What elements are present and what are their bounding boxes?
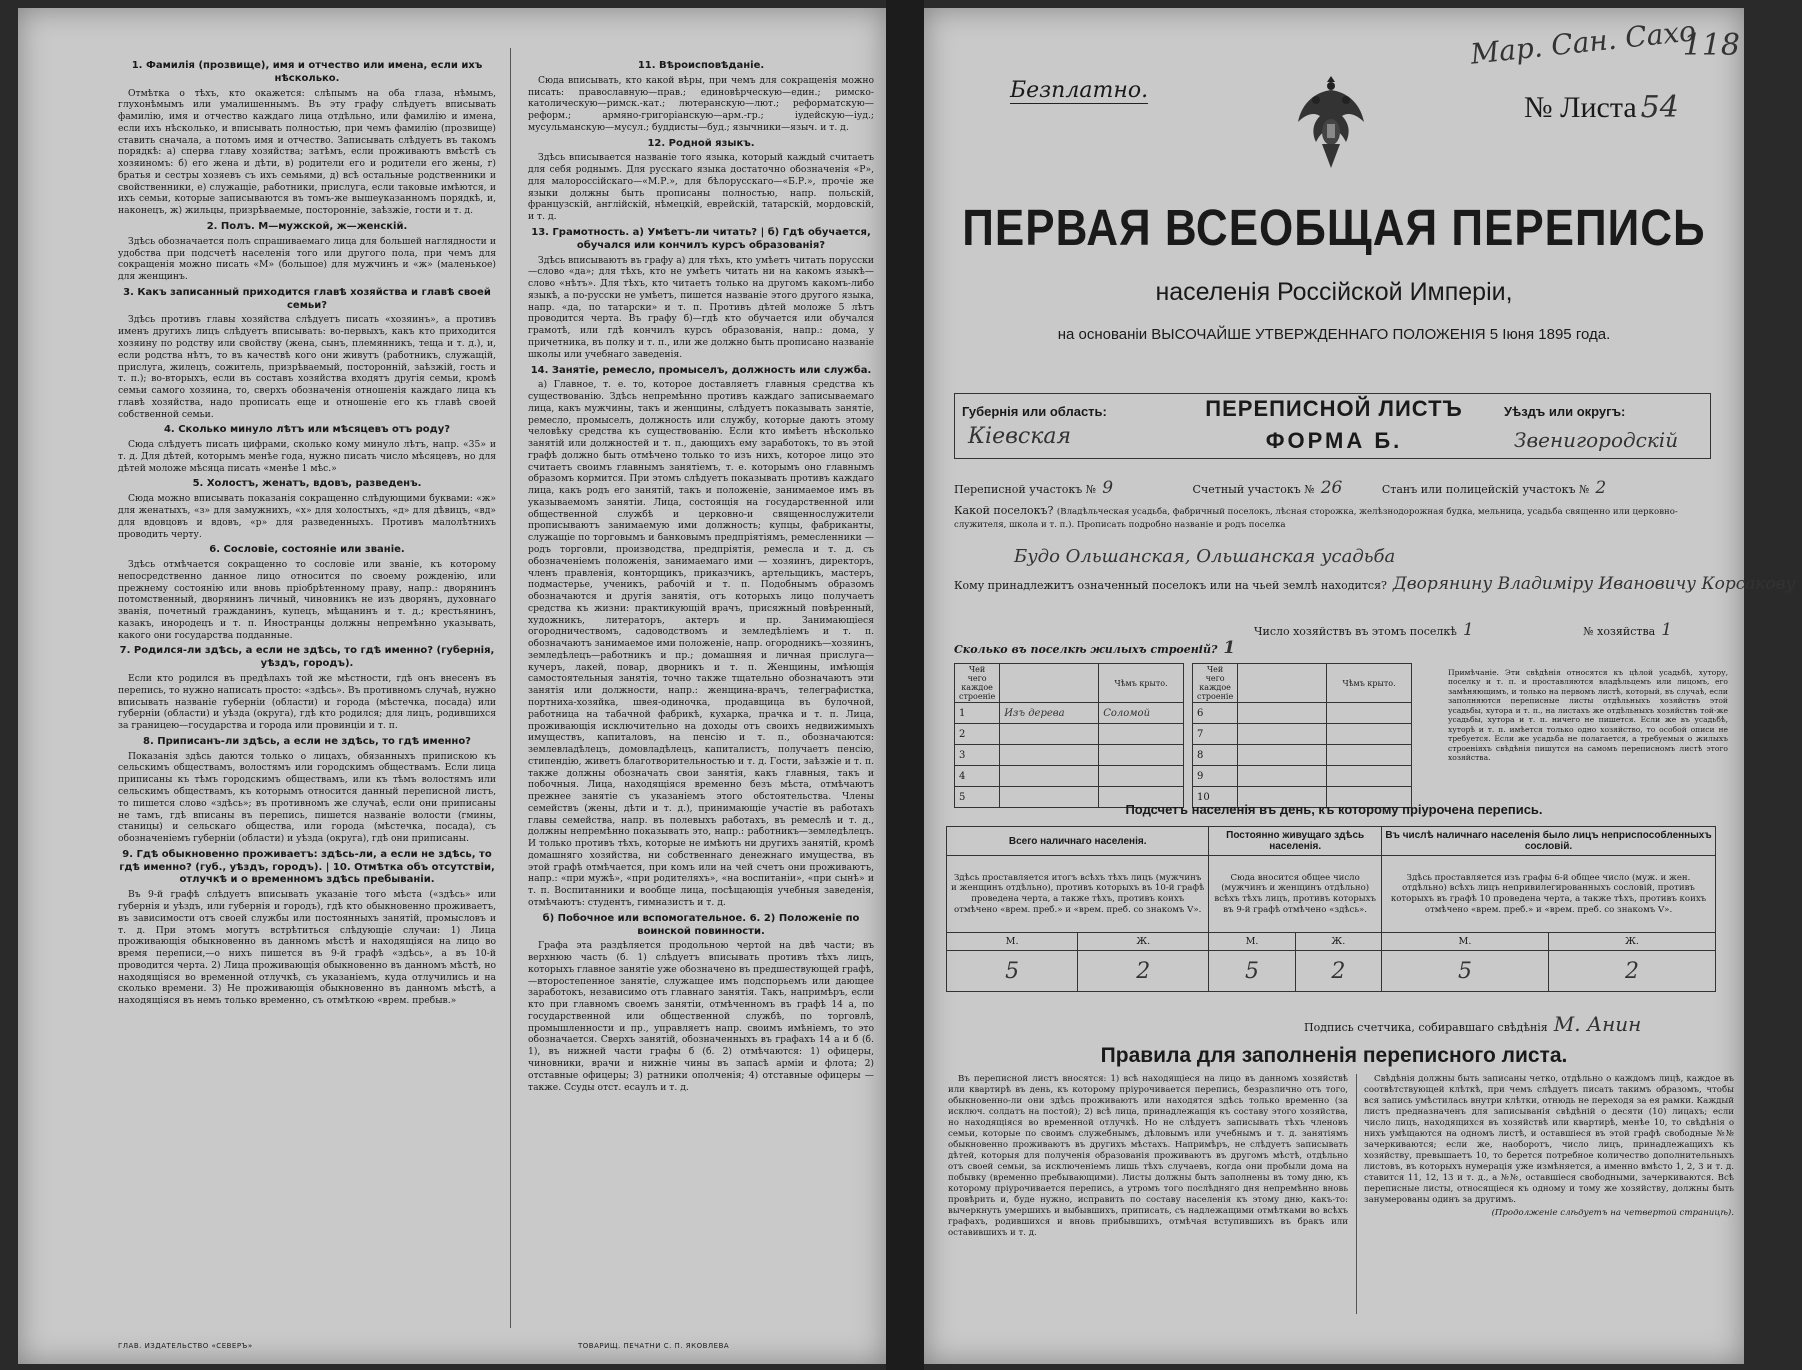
left-page: [18, 8, 886, 1364]
section-heading: 7. Родился-ли здѣсь, а если не здѣсь, то гдѣ именно? (губернія, уѣздъ, городъ).: [119, 645, 495, 670]
printer-imprint-left: ГЛАВ. ИЗДАТЕЛЬСТВО «СЕВЕРЪ»: [118, 1342, 253, 1350]
section-text: Въ 9-й графѣ слѣдуетъ вписывать указаніе того мѣста («здѣсь» или губернія и уѣздъ, или губернія и городъ), гдѣ кто обыкновенно проживаетъ, въ зависимости отъ своей службы или постоянныхъ занятій, промысловъ и т. д. При этомъ могутъ встрѣтиться слѣдующіе случаи: 1) Лица проживающія обыкновенно въ данномъ мѣстѣ и находящіяся на лицо во время переписи,—о нихъ пишется въ 9-й графѣ «здѣсь», а въ 10-й проводится черта. 2) Лица проживающія обыкновенно въ данномъ мѣстѣ, но находящіяся во временной отлучкѣ, съ указаніемъ, куда отлучились и на сколько времени. 3) Не проживающія обыкновенно въ данномъ мѣстѣ, а находящіяся въ немъ только временно, съ отмѣткою «врем. пребыв.»: [118, 889, 496, 1007]
col-f-label: Ж.: [1078, 933, 1209, 951]
col-m-label: М.: [947, 933, 1078, 951]
census-title: ПЕРВАЯ ВСЕОБЩАЯ ПЕРЕПИСЬ: [962, 200, 1706, 257]
building-roof: [1327, 724, 1412, 745]
settlement-instructions: (Владѣльческая усадьба, фабричный поселокъ, лѣсная сторожка, желѣзнодорожная будка, мельница, усадьба священно или церковно-служителя, школа и т. п.). Прописать подробно названіе и родъ поселка: [954, 507, 1678, 530]
buildings-header-roof-2: Чѣмъ крыто.: [1327, 664, 1412, 703]
police-district-label: Станъ или полицейскій участокъ №: [1381, 483, 1590, 496]
settlement-value: Будо Ольшанская, Ольшанская усадьба: [1014, 546, 1396, 567]
building-n: 5: [955, 787, 1000, 808]
section-heading: 6. Сословіе, состояніе или званіе.: [209, 544, 405, 556]
total-present-male: 5: [947, 951, 1078, 992]
building-row: [955, 724, 1184, 745]
population-count-title: Подсчетъ населенія въ день, къ которому пріурочена перепись.: [1125, 802, 1543, 817]
permanent-female: 2: [1295, 951, 1381, 992]
form-type: ФОРМА Б.: [1265, 428, 1403, 453]
household-number-label: № хозяйства: [1583, 625, 1656, 638]
free-of-charge-label: Безплатно.: [1010, 78, 1149, 103]
permanent-residents-desc: Сюда вносится общее число (мужчинъ и женщинъ отдѣльно) всѣхъ тѣхъ лицъ, противъ которыхъ въ 9-й графѣ отмѣчено «здѣсь».: [1209, 856, 1382, 933]
population-count-table: [946, 826, 1716, 992]
building-row: [955, 745, 1184, 766]
section-text: Здѣсь обозначается полъ спрашиваемаго лица для большей наглядности и удобства при подсчетѣ населенія того или другого пола, при чемъ для сокращенія можно писать «М» (большое) для мужчинъ и «ж» (маленькое) для женщинъ.: [118, 235, 496, 283]
buildings-header-no-2: Чей чего каждое строеніе: [1193, 664, 1238, 703]
province-label: Губернія или область:: [962, 404, 1107, 419]
building-row: [1193, 766, 1412, 787]
section-text: Здѣсь противъ главы хозяйства слѣдуетъ писать «хозяинъ», а противъ именъ другихъ лицъ слѣдуетъ вписывать: во-первыхъ, какъ кто приходится хозяину по родству или свойству (жена, сынъ, племянникъ, теща и т. д.), и, если родства нѣтъ, то въ качествѣ кого они живутъ (работникъ, служащій, прислуга, жилецъ, сожитель, призрѣваемый, посторонній, заѣзжій, гость и т. п.); во-вторыхъ, если въ составъ хозяйства входятъ другія семьи, кромѣ семьи самого хозяина, то, сверхъ обозначенія отношенія каждаго лица къ главѣ хозяйства, надо прописать еще и отношеніе его къ главѣ своей собственной семьи.: [118, 314, 496, 420]
building-row: [1193, 745, 1412, 766]
census-district-label: Переписной участокъ №: [954, 483, 1097, 496]
section-text: Здѣсь вписываютъ въ графу а) для тѣхъ, кто умѣетъ читать порусски—слово «да»; для тѣхъ, кто не умѣетъ читать ни на какомъ языкѣ—слово «нѣтъ». Для тѣхъ, кто читаетъ только на другомъ какомъ-либо языкѣ, а по-русски не умѣетъ, пишется названіе этого другого языка, напр. «да, по татарски» и т. п. Противъ дѣтей моложе 5 лѣтъ проводится черта. Въ графу б)—гдѣ кто обучается или обучался грамотѣ, или гдѣ кончилъ курсъ образованія, напр.: дома, у причетника, въ полку и т. п., или же должно быть прописано названіе школы или учебнаго заведенія.: [528, 254, 874, 360]
total-present-desc: Здѣсь проставляется итогъ всѣхъ тѣхъ лицъ (мужчинъ и женщинъ отдѣльно), противъ которыхъ въ 10-й графѣ проведена черта, а также тѣхъ, противъ коихъ отмѣчено «врем. преб.» и «врем. преб. со знакомъ V».: [947, 856, 1209, 933]
district-label: Уѣздъ или округъ:: [1504, 404, 1626, 419]
building-n: 7: [1193, 724, 1238, 745]
instructions-column-1: [118, 56, 496, 1344]
building-n: 4: [955, 766, 1000, 787]
owner-row: [954, 574, 1802, 594]
section-heading: 5. Холостъ, женатъ, вдовъ, разведенъ.: [192, 478, 422, 490]
building-wall: [1000, 745, 1099, 766]
section-text: Здѣсь вписывается названіе того языка, который каждый считаетъ для себя роднымъ. Для русскаго языка достаточно обозначенія «Р», для малороссійскаго—«М.Р.», для бѣлорусскаго—«Б.Р.», прочіе же языки должны быть прописаны полностью, напр. польскій, французскій, англійскій, нѣмецкій, еврейскій, татарскій, мордовскій, и т. д.: [528, 152, 874, 223]
permanent-residents-header: Постоянно живущаго здѣсь населенія.: [1209, 827, 1382, 856]
sheet-number-value: 54: [1640, 90, 1679, 125]
permanent-male: 5: [1209, 951, 1295, 992]
buildings-table-1-5: [954, 663, 1184, 808]
rules-column-2: [1364, 1074, 1734, 1324]
building-n: 1: [955, 703, 1000, 724]
section-heading: 1. Фамилія (прозвище), имя и отчество или имена, если ихъ нѣсколько.: [131, 60, 483, 84]
archival-sheet-number: 118: [1682, 28, 1740, 63]
dwellings-count-label: Сколько въ поселкѣ жилыхъ строеній?: [954, 643, 1218, 656]
building-wall: [1238, 766, 1327, 787]
owner-label: Кому принадлежитъ означенный поселокъ или на чьей землѣ находится?: [954, 579, 1387, 592]
district-value: Звенигородскій: [1514, 428, 1679, 452]
rules-text-2: Свѣдѣнія должны быть записаны четко, отдѣльно о каждомъ лицѣ, каждое въ соотвѣтствующей клѣткѣ, при чемъ слѣдуетъ писать такимъ образомъ, чтобы вся запись умѣстилась внутри клѣтки, отнюдь не переходя за ея рамки. Каждый листъ предназначенъ для записыванія свѣдѣній о десяти (10) лицахъ; если число лицъ, находящихся въ хозяйствѣ или квартирѣ, менѣе 10, то свѣдѣнія о нихъ умѣщаются на одномъ листѣ, и оставшіеся въ этой графѣ свободные №№ зачеркиваются; если же, наоборотъ, число лицъ, принадлежащихъ къ хозяйству, превышаетъ 10, то берется потребное количество дополнительныхъ листовъ, въ которыхъ нумерація уже измѣняется, а именно вмѣсто 1, 2, 3 и т. д. ставится 11, 12, 13 и т. д., а №№, оставшіеся свободными, зачеркиваются. Всѣ переписные листы, относящіеся къ одному и тому же хозяйству, должны быть занумерованы одинъ за другимъ.: [1364, 1074, 1734, 1205]
census-decree-line: на основаніи ВЫСОЧАЙШЕ УТВЕРЖДЕННАГО ПОЛОЖЕНІЯ 5 Іюня 1895 года.: [1057, 326, 1611, 343]
rules-divider: [1356, 1074, 1357, 1314]
building-wall: [1000, 766, 1099, 787]
buildings-table-6-10: [1192, 663, 1412, 808]
section-heading: 13. Грамотность. а) Умѣетъ-ли читать? | б) Гдѣ обучается, обучался или кончилъ курсъ образованія?: [531, 227, 871, 251]
rules-continuation: (Продолженіе слѣдуетъ на четвертой страницѣ).: [1491, 1208, 1734, 1218]
owner-value: Дворянину Владиміру Ивановичу Корсакову: [1392, 574, 1796, 594]
col-m-label: М.: [1382, 933, 1549, 951]
census-subtitle: населенія Россійской Имперіи,: [1155, 278, 1513, 306]
rules-title: Правила для заполненія переписного листа.: [1100, 1044, 1568, 1067]
precinct-row: [954, 478, 1612, 498]
section-heading: 2. Полъ. М—мужской, ж—женскій.: [206, 221, 408, 233]
book-gutter: [886, 0, 924, 1370]
section-heading: 9. Гдѣ обыкновенно проживаетъ: здѣсь-ли, а если не здѣсь, то гдѣ именно? (губ., уѣздъ, городъ). | 10. Отмѣтка объ отсутствіи, отлучкѣ и о временномъ здѣсь пребываніи.: [119, 848, 495, 886]
building-n: 9: [1193, 766, 1238, 787]
settlement-label: Какой поселокъ?: [954, 504, 1054, 517]
household-number-value: 1: [1661, 620, 1673, 640]
building-wall: [1000, 724, 1099, 745]
section-text: Здѣсь отмѣчается сокращенно то сословіе или званіе, къ которому непосредственно данное лицо относится по своему рожденію, или прежнему состоянію или вновь пріобрѣтенному праву, напр.: дворянинъ потомственный, дворянинъ личный, чиновникъ не изъ дворянъ, духовнаго званія, почетный гражданинъ, купецъ, мѣщанинъ и т. д.; крестьянинъ, казакъ, инородецъ и т. п. Иностранцы должны непремѣнно указывать, какого они государства подданные.: [118, 559, 496, 641]
section-heading: 14. Занятіе, ремесло, промыселъ, должность или служба.: [530, 364, 872, 376]
non-privileged-male: 5: [1382, 951, 1549, 992]
printer-imprint-right: ТОВАРИЩ. ПЕЧАТНИ С. П. ЯКОВЛЕВА: [578, 1342, 730, 1350]
building-row: [1193, 703, 1412, 724]
counting-district-value: 26: [1320, 478, 1343, 498]
building-wall: [1238, 745, 1327, 766]
province-value: Кіевская: [968, 424, 1072, 449]
dwellings-row: [954, 638, 1241, 658]
sheet-number-label: № Листа: [1524, 91, 1637, 124]
total-present-header: Всего наличнаго населенія.: [947, 827, 1209, 856]
buildings-header-no: Чей чего каждое строеніе: [955, 664, 1000, 703]
settlement-row: [954, 504, 1724, 530]
signature-label: Подпись счетчика, собиравшаго свѣдѣнія: [1304, 1021, 1548, 1034]
building-wall: Изъ дерева: [1000, 703, 1099, 724]
building-n: 10: [1193, 787, 1238, 808]
section-text: а) Главное, т. е. то, которое доставляетъ главныя средства къ существованію. Здѣсь непремѣнно противъ каждаго записываемаго лица, какъ мужчины, такъ и женщины, слѣдуетъ показывать занятіе, ремесло, промыселъ, должность или службу, которые даютъ этому человѣку средства къ существованію. Если кто имѣетъ нѣсколько занятій или должностей и т. п., дающихъ ему заработокъ, то въ этой графѣ должно быть отмѣчено только то изъ нихъ, которое лицо это считаетъ своимъ главнымъ занятіемъ, т. е. которымъ оно главнымъ образомъ кормится. При этомъ слѣдуетъ показывать противъ каждаго лица, какъ родъ его занятій, такъ и положеніе, занимаемое имъ въ указываемомъ занятіи. Лица, состоящія на государственной или общественной службѣ и церковно-и священнослужители прописываютъ занимаемую ими должность; купцы, фабриканты, служащіе по торговымъ и банковымъ предпріятіямъ, ремесленники — родъ торговли, производства, предпріятія, ремесла и т. д. съ обозначеніемъ положенія, занимаемаго ими — хозяинъ, директоръ, членъ правленія, конторщикъ, приказчикъ, артельщикъ, мастеръ, подмастерье, ученикъ, рабочій и т. п. Подобнымъ образомъ обозначаются и другія занятія, отъ которыхъ лицо получаетъ средства къ жизни: практикующій врачъ, присяжный повѣренный, художникъ, литераторъ, актеръ и пр. Занимающіеся огородничествомъ, садоводствомъ и земледѣліемъ и т. п. обозначаютъ занимаемое ими положеніе, напр. огородникъ—хозяинъ, земледѣлецъ—работникъ и пр.; домашняя и личная прислуга—кучеръ, лакей, повар, дворникъ и т. п. Женщины, имѣющія самостоятельныя занятія, точно также тщательно обозначаютъ эти занятія или должности, напр.: женщина-врачъ, телеграфистка, портниха-хозяйка, швея-одиночка, продавщица въ булочной, работница на табачной фабрикѣ, кухарка, прачка и т. п. Лица, проживающія исключительно на доходы отъ своихъ недвижимыхъ имуществъ, капиталовъ, на пенсію и т. п., обозначаются: землевладѣлецъ, домовладѣлецъ, капиталистъ, получаетъ пенсію, стипендію, живетъ благотворительностью и т. д. Гости, заѣзжіе и т. п. также должны обозначать свои занятія, какъ главныя, такъ и побочныя. Лица, находящіяся временно безъ мѣста, отмѣчаютъ прежнее занятіе съ указаніемъ этого обстоятельства. Члены семействъ (жены, дѣти и т. д.), принимающіе участіе въ работахъ главы семейства, напр. въ полевыхъ работахъ, въ ремеслѣ и т. д., должны непремѣнно показывать это, напр.: работникъ—земледѣлецъ. И только противъ тѣхъ, которые не имѣютъ ни другихъ занятій, кромѣ домашняго хозяйства, ни собственнаго денежнаго имущества, въ этой графѣ отмѣчается, при комъ или на чей счетъ они проживаютъ, напр.: «при мужѣ», «при родителяхъ», «на воспитаніи», «при сынѣ» и т. п. Воспитанники и вообще лица, посѣщающія учебныя заведенія, отмѣчаютъ: студентъ, гимназистъ и т. д.: [528, 379, 874, 908]
section-heading: 3. Какъ записанный приходится главѣ хозяйства и главѣ своей семьи?: [123, 286, 491, 311]
double-headed-eagle-emblem-icon: [1294, 72, 1368, 172]
households-count-label: Число хозяйствъ въ этомъ поселкѣ: [1254, 625, 1457, 638]
households-count-value: 1: [1462, 620, 1474, 640]
enumerator-signature: [1304, 1012, 1641, 1036]
signature-value: М. Анин: [1553, 1012, 1642, 1036]
section-heading: 12. Родной языкъ.: [647, 137, 755, 149]
section-heading: 4. Сколько минуло лѣтъ или мѣсяцевъ отъ роду?: [163, 424, 451, 436]
building-n: 3: [955, 745, 1000, 766]
rules-text-1: Въ переписной листъ вносятся: 1) всѣ находящіеся на лицо въ данномъ хозяйствѣ или квартирѣ въ день, къ которому пріурочивается перепись, безразлично отъ того, обыкновенно-ли они здѣсь проживаютъ или находятся здѣсь только временно (за исключ. солдатъ на постой); 2) всѣ лица, принадлежащія къ составу этого хозяйства, но находящіяся во временной отлучкѣ. Но не слѣдуетъ записывать тѣхъ членовъ семьи, которые по своимъ служебнымъ, дѣловымъ или учебнымъ и т. д. занятіямъ обыкновенно проживаютъ въ другихъ мѣстахъ. Напримѣръ, не слѣдуетъ записывать дѣтей, которыя для полученія образованія проживаютъ въ другомъ мѣстѣ, отдѣльно отъ своей семьи, за исключеніемъ лишь тѣхъ случаевъ, когда они пробыли дома на побывку (временно пребывающими). Листы должны быть заполнены въ тому дню, къ которому пріурочивается перепись, а утромъ того послѣдняго дня непремѣнно вновь провѣрить и, буде нужно, исправить по составу населенія къ этому дню, какъ-то: вычеркнуть умершихъ и выбывшихъ, приписать, съ надлежащими отмѣтками во всѣхъ графахъ, родившихся и вновь прибывшихъ, отмѣчая вступившихъ въ бракъ или оставившихъ и т. д.: [948, 1074, 1348, 1238]
section-text: Сюда можно вписывать показанія сокращенно слѣдующими буквами: «ж» для женатыхъ, «з» для замужнихъ, «х» для холостыхъ, «д» для дѣвицъ, «вд» для вдовцовъ и вдовъ, «р» для разведенныхъ. Противъ малолѣтнихъ проводить черту.: [118, 493, 496, 540]
buildings-note: Примѣчаніе. Эти свѣдѣнія относятся къ цѣлой усадьбѣ, хутору, поселку и т. п. и проставляются владѣльцемъ или лицомъ, его замѣняющимъ, и только на первомъ листѣ, который, въ случаѣ, если заполняются переписные листы отдѣльныхъ хозяйствъ этой усадьбы, хутора и т. п., на листахъ же отдѣльныхъ хозяйствъ той-же усадьбы, хутора и т. п. ничего не пишется. Если же въ усадьбѣ, хуторѣ и т. п. имѣется только одно хозяйство, то особой описи не требуется. Если же усадьба не полагается, а требуемыя о жилыхъ строеніяхъ свѣдѣнія пишутся на самомъ переписномъ листѣ этого хозяйства.: [1448, 668, 1728, 763]
building-roof: [1099, 745, 1184, 766]
archival-note: Мар. Сан. Сахо: [1468, 14, 1698, 71]
section-text: Если кто родился въ предѣлахъ той же мѣстности, гдѣ онъ внесенъ въ перепись, то нужно написать просто: «здѣсь». Въ противномъ случаѣ, нужно вписывать названіе губерніи (области) и города (мѣстечка, посада) или губерніи (области) и уѣзда (округа), гдѣ кто родился; для лицъ, родившихся за границею—государства и города или провинціи и т. п.: [118, 673, 496, 732]
non-privileged-female: 2: [1548, 951, 1715, 992]
building-roof: [1327, 703, 1412, 724]
sheet-number: [1524, 90, 1679, 125]
column-divider: [510, 48, 511, 1328]
section-heading: 8. Приписанъ-ли здѣсь, а если не здѣсь, то гдѣ именно?: [143, 735, 471, 747]
building-wall: [1238, 703, 1327, 724]
census-district-value: 9: [1102, 478, 1114, 498]
census-form-page: [924, 8, 1796, 1364]
total-present-female: 2: [1078, 951, 1209, 992]
col-f-label: Ж.: [1295, 933, 1381, 951]
dwellings-count-value: 1: [1223, 638, 1236, 658]
col-f-label: Ж.: [1548, 933, 1715, 951]
counting-district-label: Счетный участокъ №: [1192, 483, 1315, 496]
section-text: Показанія здѣсь даются только о лицахъ, обязанныхъ припискою къ сельскимъ обществамъ, волостямъ или городскимъ обществамъ. Если лица приписаны къ тѣмъ городскимъ обществамъ, или къ тѣмъ волостямъ или сельскимъ обществамъ, къ которымъ относится данный переписной листъ, то пишется слово «здѣсь»; въ противномъ же случаѣ, если они приписаны не тамъ, гдѣ вписаны въ перепись, пишется названіе волости (гмины, станицы) и сельскаго общества, или города (мѣстечка, посада), съ обозначеніемъ губерніи (области) и уѣзда (округа), гдѣ они приписаны.: [118, 750, 496, 845]
section-text: Сюда вписывать, кто какой вѣры, при чемъ для сокращенія можно писать: православную—прав.; единовѣрческую—един.; римско-католическую—римск.-кат.; лютеранскую—лют.; реформатскую—реформ.; армяно-григоріанскую—арм.-гр.; іудейскую—іуд.; мусульманскую—мусул.; буддисты—буд.; язычники—языч. и т. д.: [528, 74, 874, 133]
building-roof: [1099, 766, 1184, 787]
building-roof: [1327, 745, 1412, 766]
building-roof: [1099, 724, 1184, 745]
section-text: Графа эта раздѣляется продольною чертой на двѣ части; въ верхнюю часть (б. 1) слѣдуетъ вписывать противъ тѣхъ лицъ, которыхъ главное занятіе уже обозначено въ предшествующей графѣ,—второстепенное занятіе, служащее имъ подспорьемъ или дающее заработокъ, независимо отъ главнаго занятія. Такъ, напримѣръ, если кто при главномъ своемъ занятіи, отмѣченномъ въ графѣ 14 а, по государственной или общественной службѣ, по торговлѣ, промышленности и пр., управляетъ напр. своимъ имѣніемъ, то это обозначается. Сверхъ занятій, обозначенныхъ въ графахъ 14 а и б (б. 1), въ нижней части графы б (б. 2) отмѣчаются: 1) офицеры, чиновники, врачи и нижніе чины въ запасѣ армiи и флота; 2) отставные офицеры; 3) ратники ополченія; 4) отставные офицеры — также. Ссуды отст. есаулъ и т. д.: [528, 940, 874, 1093]
building-n: 6: [1193, 703, 1238, 724]
non-privileged-desc: Здѣсь проставляется изъ графы 6-й общее число (муж. и жен. отдѣльно) всѣхъ лицъ непривилегированныхъ сословій, противъ которыхъ въ графѣ 10 проведена черта, а также тѣхъ, противъ коихъ отмѣчено «врем. преб.» и «врем. преб. со знакомъ V».: [1382, 856, 1716, 933]
section-text: Отмѣтка о тѣхъ, кто окажется: слѣпымъ на оба глаза, нѣмымъ, глухонѣмымъ или умалишеннымъ. Въ эту графу слѣдуетъ вписывать фамилію, имя и отчество каждаго лица отдѣльно, или фамилію и имена, если ихъ нѣсколько, и вписывать полностью, при чемъ фамилію (прозвище) ставить сначала, а потомъ имя и отчество. Записывать слѣдуетъ въ такомъ порядкѣ: а) сперва главу хозяйства; затѣмъ, если проживаютъ вмѣстѣ съ хозяиномъ: б) его жена и дѣти, в) родители его и родители его жены, г) братья и сестры хозяевъ съ ихъ семьями, д) всѣ остальные родственники и свойственники, е) служащіе, работники, прислуга, если таковые имѣются, и ихъ семьи, которые записываются въ томъ-же вышеуказанномъ порядкѣ, и, наконецъ, ж) жильцы, призрѣваемые, посторонніе, заѣзжіе, гости и т. д.: [118, 87, 496, 217]
building-roof: [1327, 766, 1412, 787]
building-n: 2: [955, 724, 1000, 745]
non-privileged-header: Въ числѣ наличнаго населенія было лицъ неприспособленныхъ сословій.: [1382, 827, 1716, 856]
households-row: [1254, 620, 1678, 640]
buildings-header-roof: Чѣмъ крыто.: [1099, 664, 1184, 703]
building-wall: [1238, 724, 1327, 745]
instructions-column-2: [528, 56, 874, 1344]
building-row: [955, 766, 1184, 787]
col-m-label: М.: [1209, 933, 1295, 951]
building-roof: Соломой: [1099, 703, 1184, 724]
section-heading: б) Побочное или вспомогательное. 6. 2) Положеніе по воинской повинности.: [542, 912, 860, 937]
police-district-value: 2: [1595, 478, 1607, 498]
building-row: [1193, 724, 1412, 745]
section-text: Сюда слѣдуетъ писать цифрами, сколько кому минуло лѣтъ, напр. «35» и т. д. Для дѣтей, которымъ менѣе года, нужно писать число мѣсяцевъ, но для дѣтей моложе мѣсяца писать «менѣе 1 мѣс.»: [118, 439, 496, 474]
form-title: ПЕРЕПИСНОЙ ЛИСТЪ: [1205, 396, 1463, 421]
section-heading: 11. Вѣроисповѣданіе.: [637, 60, 765, 71]
building-row: [955, 703, 1184, 724]
building-n: 8: [1193, 745, 1238, 766]
rules-column-1: [948, 1074, 1348, 1324]
